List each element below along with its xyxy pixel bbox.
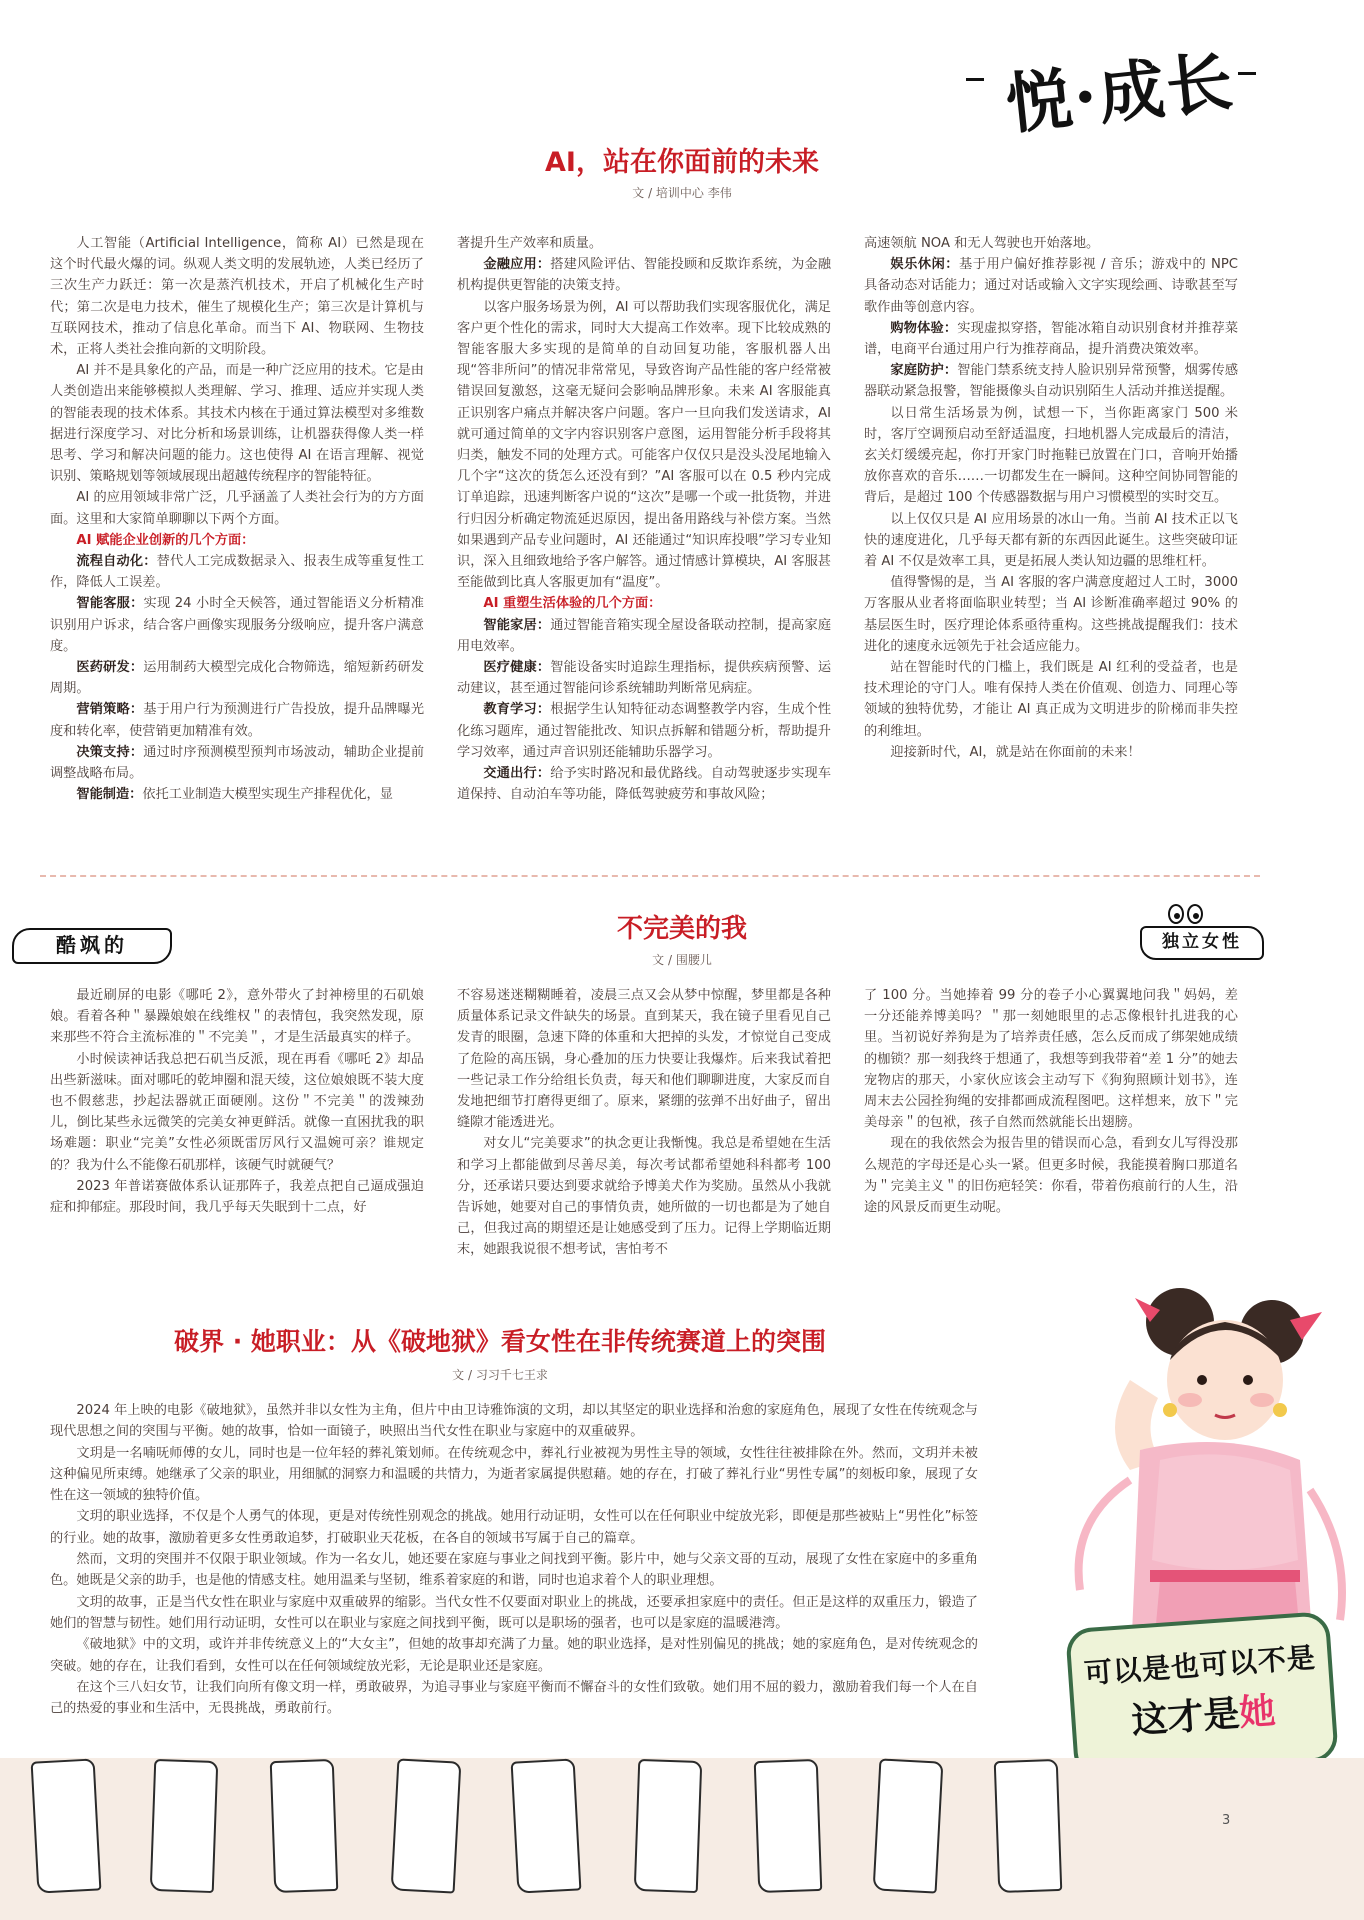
body-paragraph: 值得警惕的是，当 AI 客服的客户满意度超过人工时，3000 万客服从业者将面临职业转型；当 AI 诊断准确率超过 90% 的基层医生时，医疗理论体系亟待重构。这些挑战提醒我们：技术进化的速度永远领先于社会适应能力。 xyxy=(864,575,1238,654)
feature-text: 根据学生认知特征动态调整教学内容，生成个性化练习题库，通过智能批改、知识点拆解和错题分析，帮助提升学习效率，通过声音识别还能辅助乐器学习。 xyxy=(457,702,832,760)
feature-label: 智能家居： xyxy=(483,617,551,633)
sign-line-1: 可以是也可以不是 xyxy=(1083,1641,1317,1691)
tag-independent-woman: 独立女性 xyxy=(1140,926,1264,960)
page-number: 3 xyxy=(1222,1813,1231,1828)
feature-paragraph xyxy=(457,657,831,699)
feature-text: 给予实时路况和最优路线。自动驾驶逐步实现车道保持、自动泊车等功能，降低驾驶疲劳和事故风险； xyxy=(457,766,832,803)
feature-paragraph xyxy=(457,699,831,763)
feature-label: 智能制造： xyxy=(76,787,143,803)
tag-cool: 酷飒的 xyxy=(12,928,172,964)
article1-column-1 xyxy=(50,233,424,858)
feature-paragraph xyxy=(50,593,424,657)
article2-body xyxy=(50,985,1238,1270)
body-paragraph: 了 100 分。当她捧着 99 分的卷子小心翼翼地问我＂妈妈，差一分还能养博美吗？＂那一刻她眼里的忐忑像根针扎进我的心里。当初说好养狗是为了培养责任感，怎么反而成了绑架她成绩的枷锁？那一刻我终于想通了，我想等到我带着“差 1 分”的她去宠物店的那天，小家伙应该会主动写下《狗狗照顾计划书》，连周末去公园拴狗绳的安排都画成流程图吧。这样想来，放下＂完美母亲＂的包袱，孩子自然而然就能长出翅膀。 xyxy=(864,988,1238,1131)
article1-byline: 文 / 培训中心 李伟 xyxy=(632,186,732,200)
article1-column-3 xyxy=(864,233,1238,858)
feature-paragraph xyxy=(50,742,424,784)
body-paragraph: 不容易迷迷糊糊睡着，凌晨三点又会从梦中惊醒，梦里都是各种质量体系记录文件缺失的场景。直到某天，我在镜子里看见自己发青的眼圈，急速下降的体重和大把掉的头发，才惊觉自己变成了危险的高压锅，身心叠加的压力快要让我爆炸。后来我试着把一些记录工作分给组长负责，每天和他们聊聊进度，大家反而自发地把细节打磨得更细了。原来，紧绷的弦弹不出好曲子，留出缝隙才能透进光。 xyxy=(457,988,831,1131)
feature-label: 决策支持： xyxy=(76,744,144,760)
body-paragraph: 以日常生活场景为例，试想一下，当你距离家门 500 米时，客厅空调预启动至舒适温度，扫地机器人完成最后的清洁，玄关灯缓缓亮起，你打开家门时拖鞋已放置在门口，音响开始播放你喜欢的音乐……一切都发生在一瞬间。这种空间协同智能的背后，是超过 100 个传感器数据与用户习惯模型的实时交互。 xyxy=(864,405,1238,506)
article2-column-2 xyxy=(457,985,831,1270)
brand-dash-right xyxy=(1238,72,1256,75)
paper-card-decor xyxy=(31,1758,102,1893)
body-paragraph: AI 并不是具象化的产品，而是一种广泛应用的技术。它是由人类创造出来能够模拟人类理解、学习、推理、适应并实现人类的智能表现的技术体系。其技术内核在于通过算法模型对多维数据进行深度学习、对比分析和场景训练，让机器获得像人类一样思考、学习和解决问题的能力。这也使得 AI 在语言理解、视觉识别、策略规划等领域展现出超越传统程序的智能特征。 xyxy=(50,363,424,485)
feature-text: 基于用户偏好推荐影视 / 音乐；游戏中的 NPC 具备动态对话能力；通过对话或输入文字实现绘画、诗歌甚至写歌作曲等创意内容。 xyxy=(864,257,1238,315)
brand-logo: 悦·成长 xyxy=(1002,42,1239,144)
paper-card-decor xyxy=(754,1759,823,1893)
feature-text: 基于用户行为预测进行广告投放，提升品牌曝光度和转化率，使营销更加精准有效。 xyxy=(50,702,425,739)
paper-card-decor xyxy=(511,1758,582,1893)
feature-text: 运用制药大模型完成化合物筛选，缩短新药研发周期。 xyxy=(50,660,425,697)
feature-text: 智能设备实时追踪生理指标，提供疾病预警、运动建议，甚至通过智能问诊系统辅助判断常见病症。 xyxy=(457,660,832,697)
body-paragraph: 高速领航 NOA 和无人驾驶也开始落地。 xyxy=(864,236,1100,251)
feature-paragraph xyxy=(864,318,1238,360)
body-paragraph: 2024 年上映的电影《破地狱》，虽然并非以女性为主角，但片中由卫诗雅饰演的文玥，却以其坚定的职业选择和治愈的家庭角色，展现了女性在传统观念与现代思想之间的突围与平衡。她的故事，恰如一面镜子，映照出当代女性在职业与家庭中的双重破界。 xyxy=(50,1403,978,1440)
feature-paragraph xyxy=(50,657,424,699)
article2-byline: 文 / 围腰儿 xyxy=(652,953,712,967)
sign-line-2-prefix: 这才是 xyxy=(1130,1693,1241,1742)
feature-label: 智能客服： xyxy=(76,596,144,612)
feature-label: 购物体验： xyxy=(890,320,958,336)
feature-text: 替代人工完成数据录入、报表生成等重复性工作，降低人工误差。 xyxy=(50,554,425,591)
feature-text: 实现虚拟穿搭，智能冰箱自动识别食材并推荐菜谱，电商平台通过用户行为推荐商品，提升消费决策效率。 xyxy=(864,320,1239,358)
body-paragraph: 最近刷屏的电影《哪吒 2》，意外带火了封神榜里的石矶娘娘。看着各种＂暴躁娘娘在线维权＂的表情包，我突然发现，原来那些不符合主流标准的＂不完美＂，才是生活最真实的样子。 xyxy=(50,988,424,1046)
section-subheading: AI 赋能企业创新的几个方面： xyxy=(76,532,255,548)
body-paragraph: 以客户服务场景为例，AI 可以帮助我们实现客服优化，满足客户更个性化的需求，同时大大提高工作效率。现下比较成熟的智能客服大多实现的是简单的自动回复功能，客服机器人出现“答非所问”的情况非常常见，导致咨询产品性能的客户经常被错误回复激怒，这毫无疑问会影响品牌形象。未来 AI 客服能真正识别客户痛点并解决客户问题。客户一旦向我们发送请求，AI 就可通过简单的文字内容识别客户意图，运用智能分析手段将其归类，触发不同的处理方式。可能客户仅仅只是没头没尾地输入几个字“这次的货怎么还没有到？”AI 客服可以在 0.5 秒内完成订单追踪，迅速判断客户说的“这次”是哪一个或一批货物，并进行归因分析确定物流延迟原因，提出备用路线与补偿方案。当然如果遇到产品专业问题时，AI 还能通过“知识库投喂”学习专业知识，深入且细致地给予客户解答。通过情感计算模块，AI 客服甚至能做到比真人客服更加有“温度”。 xyxy=(457,299,831,591)
body-paragraph: 在这个三八妇女节，让我们向所有像文玥一样，勇敢破界，为追寻事业与家庭平衡而不懈奋斗的女性们致敬。她们用不屈的毅力，激励着我们每一个人在自己的热爱的事业和生活中，无畏挑战，勇敢前行。 xyxy=(50,1679,978,1717)
body-paragraph: 人工智能（Artificial Intelligence，简称 AI）已然是现在这个时代最火爆的词。纵观人类文明的发展轨迹，人类已经历了三次生产力跃迁：第一次是蒸汽机技术，开启了机械化生产时代；第二次是电力技术，催生了规模化生产；第三次是计算机与互联网技术，推动了信息化革命。而当下 AI、物联网、生物技术，正将人类社会推向新的文明阶段。 xyxy=(50,236,424,358)
body-paragraph: 小时候读神话我总把石矶当反派，现在再看《哪吒 2》却品出些新滋味。面对哪吒的乾坤圈和混天绫，这位娘娘既不装大度也不假慈悲，抄起法器就正面硬刚。这份＂不完美＂的泼辣劲儿，倒比某些永远微笑的完美女神更鲜活。就像一直困扰我的职场难题：职业“完美”女性必须既雷厉风行又温婉可亲？谁规定的？我为什么不能像石矶那样，该硬气时就硬气？ xyxy=(50,1051,424,1173)
body-paragraph: 现在的我依然会为报告里的错误而心急，看到女儿写得没那么规范的字母还是心头一紧。但更多时候，我能摸着胸口那道名为＂完美主义＂的旧伤疤轻笑：你看，带着伤痕前行的人生，沿途的风景反而更生动呢。 xyxy=(864,1136,1238,1216)
body-paragraph: 迎接新时代，AI，就是站在你面前的未来！ xyxy=(890,744,1141,760)
body-paragraph: 文玥是一名喃呒师傅的女儿，同时也是一位年轻的葬礼策划师。在传统观念中，葬礼行业被视为男性主导的领域，女性往往被排除在外。然而，文玥并未被这种偏见所束缚。她继承了父亲的职业，用细腻的洞察力和温暖的共情力，为逝者家属提供慰藉。她的存在，打破了葬礼行业“男性专属”的刻板印象，展现了女性在这一领域的独特价值。 xyxy=(50,1445,978,1504)
body-paragraph: AI 的应用领域非常广泛，几乎涵盖了人类社会行为的方方面面。这里和大家简单聊聊以下两个方面。 xyxy=(50,490,424,527)
paper-card-decor xyxy=(634,1759,703,1893)
feature-label: 医药研发： xyxy=(76,660,144,676)
feature-paragraph xyxy=(457,763,831,805)
body-paragraph: 著提升生产效率和质量。 xyxy=(457,236,603,251)
sign-line-2-highlight: 她 xyxy=(1237,1690,1277,1735)
body-paragraph: 以上仅仅只是 AI 应用场景的冰山一角。当前 AI 技术正以飞快的速度进化，几乎每天都有新的东西因此诞生。这些突破印证着 AI 不仅是效率工具，更是拓展人类认知边疆的思维杠杆。 xyxy=(864,511,1238,570)
feature-paragraph xyxy=(50,551,424,593)
body-paragraph: 文玥的职业选择，不仅是个人勇气的体现，更是对传统性别观念的挑战。她用行动证明，女性可以在任何职业中绽放光彩，即便是那些被贴上“男性化”标签的行业。她的故事，激励着更多女性勇敢追梦，打破职业天花板，在各自的领域书写属于自己的篇章。 xyxy=(50,1509,978,1546)
feature-label: 娱乐休闲： xyxy=(890,257,960,273)
article3-body xyxy=(50,1400,978,1719)
article1-title: AI，站在你面前的未来 xyxy=(545,147,819,178)
paper-card-decor xyxy=(270,1759,339,1893)
article3-byline: 文 / 习习千七王求 xyxy=(452,1368,548,1382)
feature-label: 流程自动化： xyxy=(76,554,157,570)
feature-label: 教育学习： xyxy=(483,702,551,718)
feature-text: 搭建风险评估、智能投顾和反欺诈系统，为金融机构提供更智能的决策支持。 xyxy=(457,257,832,294)
slogan-sign xyxy=(1065,1611,1339,1779)
feature-paragraph xyxy=(457,615,831,657)
article1-body xyxy=(50,233,1238,858)
section-divider xyxy=(40,875,1260,877)
body-paragraph: 站在智能时代的门槛上，我们既是 AI 红利的受益者，也是技术理论的守门人。唯有保持人类在价值观、创造力、同理心等领域的独特优势，才能让 AI 真正成为文明进步的阶梯而非失控的利维坦。 xyxy=(864,660,1238,739)
article2-column-3 xyxy=(864,985,1238,1270)
brand-dash-left xyxy=(966,78,984,81)
feature-label: 营销策略： xyxy=(76,702,144,718)
feature-paragraph xyxy=(864,254,1238,318)
feature-label: 医疗健康： xyxy=(483,660,551,676)
article3-title: 破界 · 她职业：从《破地狱》看女性在非传统赛道上的突围 xyxy=(174,1327,826,1356)
body-paragraph: 文玥的故事，正是当代女性在职业与家庭中双重破界的缩影。当代女性不仅要面对职业上的挑战，还要承担家庭中的责任。但正是这样的双重压力，锻造了她们的智慧与韧性。她们用行动证明，女性可以在职业与家庭之间找到平衡，既可以是职场的强者，也可以是家庭的温暖港湾。 xyxy=(50,1594,978,1631)
article1-column-2 xyxy=(457,233,831,858)
feature-paragraph xyxy=(864,360,1238,402)
feature-label: 交通出行： xyxy=(483,766,551,782)
feature-label: 金融应用： xyxy=(483,257,551,273)
feature-text: 依托工业制造大模型实现生产排程优化，显 xyxy=(142,787,393,803)
body-paragraph: 然而，文玥的突围并不仅限于职业领域。作为一名女儿，她还要在家庭与事业之间找到平衡。影片中，她与父亲文哥的互动，展现了女性在家庭中的多重角色。她既是父亲的助手，也是他的情感支柱。她用温柔与坚韧，维系着家庭的和谐，同时也追求着个人的职业理想。 xyxy=(50,1552,978,1589)
feature-paragraph xyxy=(50,784,424,805)
body-paragraph: 对女儿“完美要求”的执念更让我惭愧。我总是希望她在生活和学习上都能做到尽善尽美，每次考试都希望她科科都考 100 分，还承诺只要达到要求就给予博美犬作为奖励。虽然从小我就告诉她，她要对自己的事情负责，她所做的一切也都是为了她自己，但我过高的期望还是让她感受到了压力。记得上学期临近期末，她跟我说很不想考试，害怕考不 xyxy=(457,1136,831,1258)
article2-title: 不完美的我 xyxy=(616,914,747,944)
paper-card-decor xyxy=(150,1759,219,1893)
feature-paragraph xyxy=(50,699,424,741)
body-paragraph: 2023 年普诺赛做体系认证那阵子，我差点把自己逼成强迫症和抑郁症。那段时间，我几乎每天失眠到十二点，好 xyxy=(50,1178,424,1216)
paper-card-decor xyxy=(994,1759,1063,1893)
feature-text: 通过智能音箱实现全屋设备联动控制，提高家庭用电效率。 xyxy=(457,617,832,654)
article2-column-1 xyxy=(50,985,424,1270)
feature-text: 通过时序预测模型预判市场波动，辅助企业提前调整战略布局。 xyxy=(50,744,425,782)
feature-text: 智能门禁系统支持人脸识别异常预警，烟雾传感器联动紧急报警，智能摄像头自动识别陌生人活动并推送提醒。 xyxy=(864,363,1239,400)
feature-text: 实现 24 小时全天候答，通过智能语义分析精准识别用户诉求，结合客户画像实现服务分级响应，提升客户满意度。 xyxy=(50,596,424,654)
feature-paragraph xyxy=(457,254,831,296)
section-subheading: AI 重塑生活体验的几个方面： xyxy=(483,596,662,612)
body-paragraph: 《破地狱》中的文玥，或许并非传统意义上的“大女主”，但她的故事却充满了力量。她的职业选择，是对性别偏见的挑战；她的家庭角色，是对传统观念的突破。她的存在，让我们看到，女性可以在任何领域绽放光彩，无论是职业还是家庭。 xyxy=(50,1637,978,1674)
paper-card-decor xyxy=(873,1758,944,1893)
paper-card-decor xyxy=(391,1758,462,1893)
feature-label: 家庭防护： xyxy=(890,363,958,379)
